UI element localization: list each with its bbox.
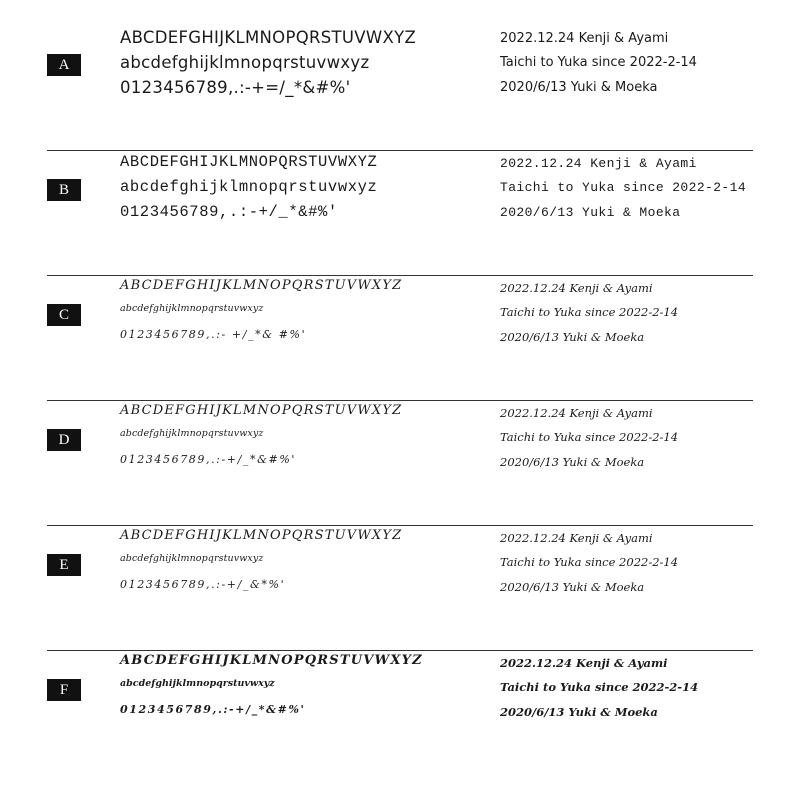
digits-symbols-sample: 0123456789,.:-+/_&*%' xyxy=(120,578,286,591)
example-line: 2022.12.24 Kenji & Ayami xyxy=(500,531,653,545)
digits-symbols-sample: 0123456789,.:-+=/_*&#%' xyxy=(120,78,351,97)
uppercase-sample: ABCDEFGHIJKLMNOPQRSTUVWXYZ xyxy=(120,403,403,418)
style-row-f xyxy=(47,650,753,775)
style-label-badge: C xyxy=(47,304,81,326)
digits-symbols-sample: 0123456789,.:-+/_*&#%' xyxy=(120,203,338,221)
digits-symbols-sample: 0123456789,.:- +/_*& #%' xyxy=(120,328,307,341)
example-line: 2022.12.24 Kenji & Ayami xyxy=(500,156,697,171)
style-row-d xyxy=(47,400,753,526)
example-line: 2020/6/13 Yuki & Moeka xyxy=(500,580,645,594)
example-line: 2022.12.24 Kenji & Ayami xyxy=(500,31,669,46)
example-line: Taichi to Yuka since 2022-2-14 xyxy=(500,55,697,70)
style-label-badge: B xyxy=(47,179,81,201)
example-line: 2020/6/13 Yuki & Moeka xyxy=(500,330,645,344)
digits-symbols-sample: 0123456789,.:-+/_*&#%' xyxy=(120,453,297,466)
style-row-c xyxy=(47,275,753,401)
example-line: 2020/6/13 Yuki & Moeka xyxy=(500,205,681,220)
lowercase-sample: abcdefghijklmnopqrstuvwxyz xyxy=(120,553,264,564)
lowercase-sample: abcdefghijklmnopqrstuvwxyz xyxy=(120,678,275,689)
uppercase-sample: ABCDEFGHIJKLMNOPQRSTUVWXYZ xyxy=(120,653,423,668)
lowercase-sample: abcdefghijklmnopqrstuvwxyz xyxy=(120,303,264,314)
example-line: 2020/6/13 Yuki & Moeka xyxy=(500,80,658,95)
style-label-badge: F xyxy=(47,679,81,701)
example-line: 2022.12.24 Kenji & Ayami xyxy=(500,406,653,420)
example-line: Taichi to Yuka since 2022-2-14 xyxy=(500,305,679,319)
example-line: 2020/6/13 Yuki & Moeka xyxy=(500,705,658,719)
lowercase-sample: abcdefghijklmnopqrstuvwxyz xyxy=(120,53,370,72)
style-label-badge: E xyxy=(47,554,81,576)
lowercase-sample: abcdefghijklmnopqrstuvwxyz xyxy=(120,428,264,439)
style-row-b xyxy=(47,150,753,276)
uppercase-sample: ABCDEFGHIJKLMNOPQRSTUVWXYZ xyxy=(120,528,403,543)
example-line: Taichi to Yuka since 2022-2-14 xyxy=(500,555,679,569)
digits-symbols-sample: 0123456789,.:-+/_*&#%' xyxy=(120,703,306,716)
uppercase-sample: ABCDEFGHIJKLMNOPQRSTUVWXYZ xyxy=(120,278,403,293)
lowercase-sample: abcdefghijklmnopqrstuvwxyz xyxy=(120,178,378,196)
example-line: 2022.12.24 Kenji & Ayami xyxy=(500,281,653,295)
style-label-badge: D xyxy=(47,429,81,451)
style-label-badge: A xyxy=(47,54,81,76)
example-line: 2022.12.24 Kenji & Ayami xyxy=(500,656,668,670)
example-line: 2020/6/13 Yuki & Moeka xyxy=(500,455,645,469)
uppercase-sample: ABCDEFGHIJKLMNOPQRSTUVWXYZ xyxy=(120,28,417,47)
style-row-e xyxy=(47,525,753,651)
example-line: Taichi to Yuka since 2022-2-14 xyxy=(500,430,679,444)
example-line: Taichi to Yuka since 2022-2-14 xyxy=(500,180,747,195)
uppercase-sample: ABCDEFGHIJKLMNOPQRSTUVWXYZ xyxy=(120,153,378,171)
style-row-a xyxy=(47,25,753,151)
example-line: Taichi to Yuka since 2022-2-14 xyxy=(500,680,699,694)
